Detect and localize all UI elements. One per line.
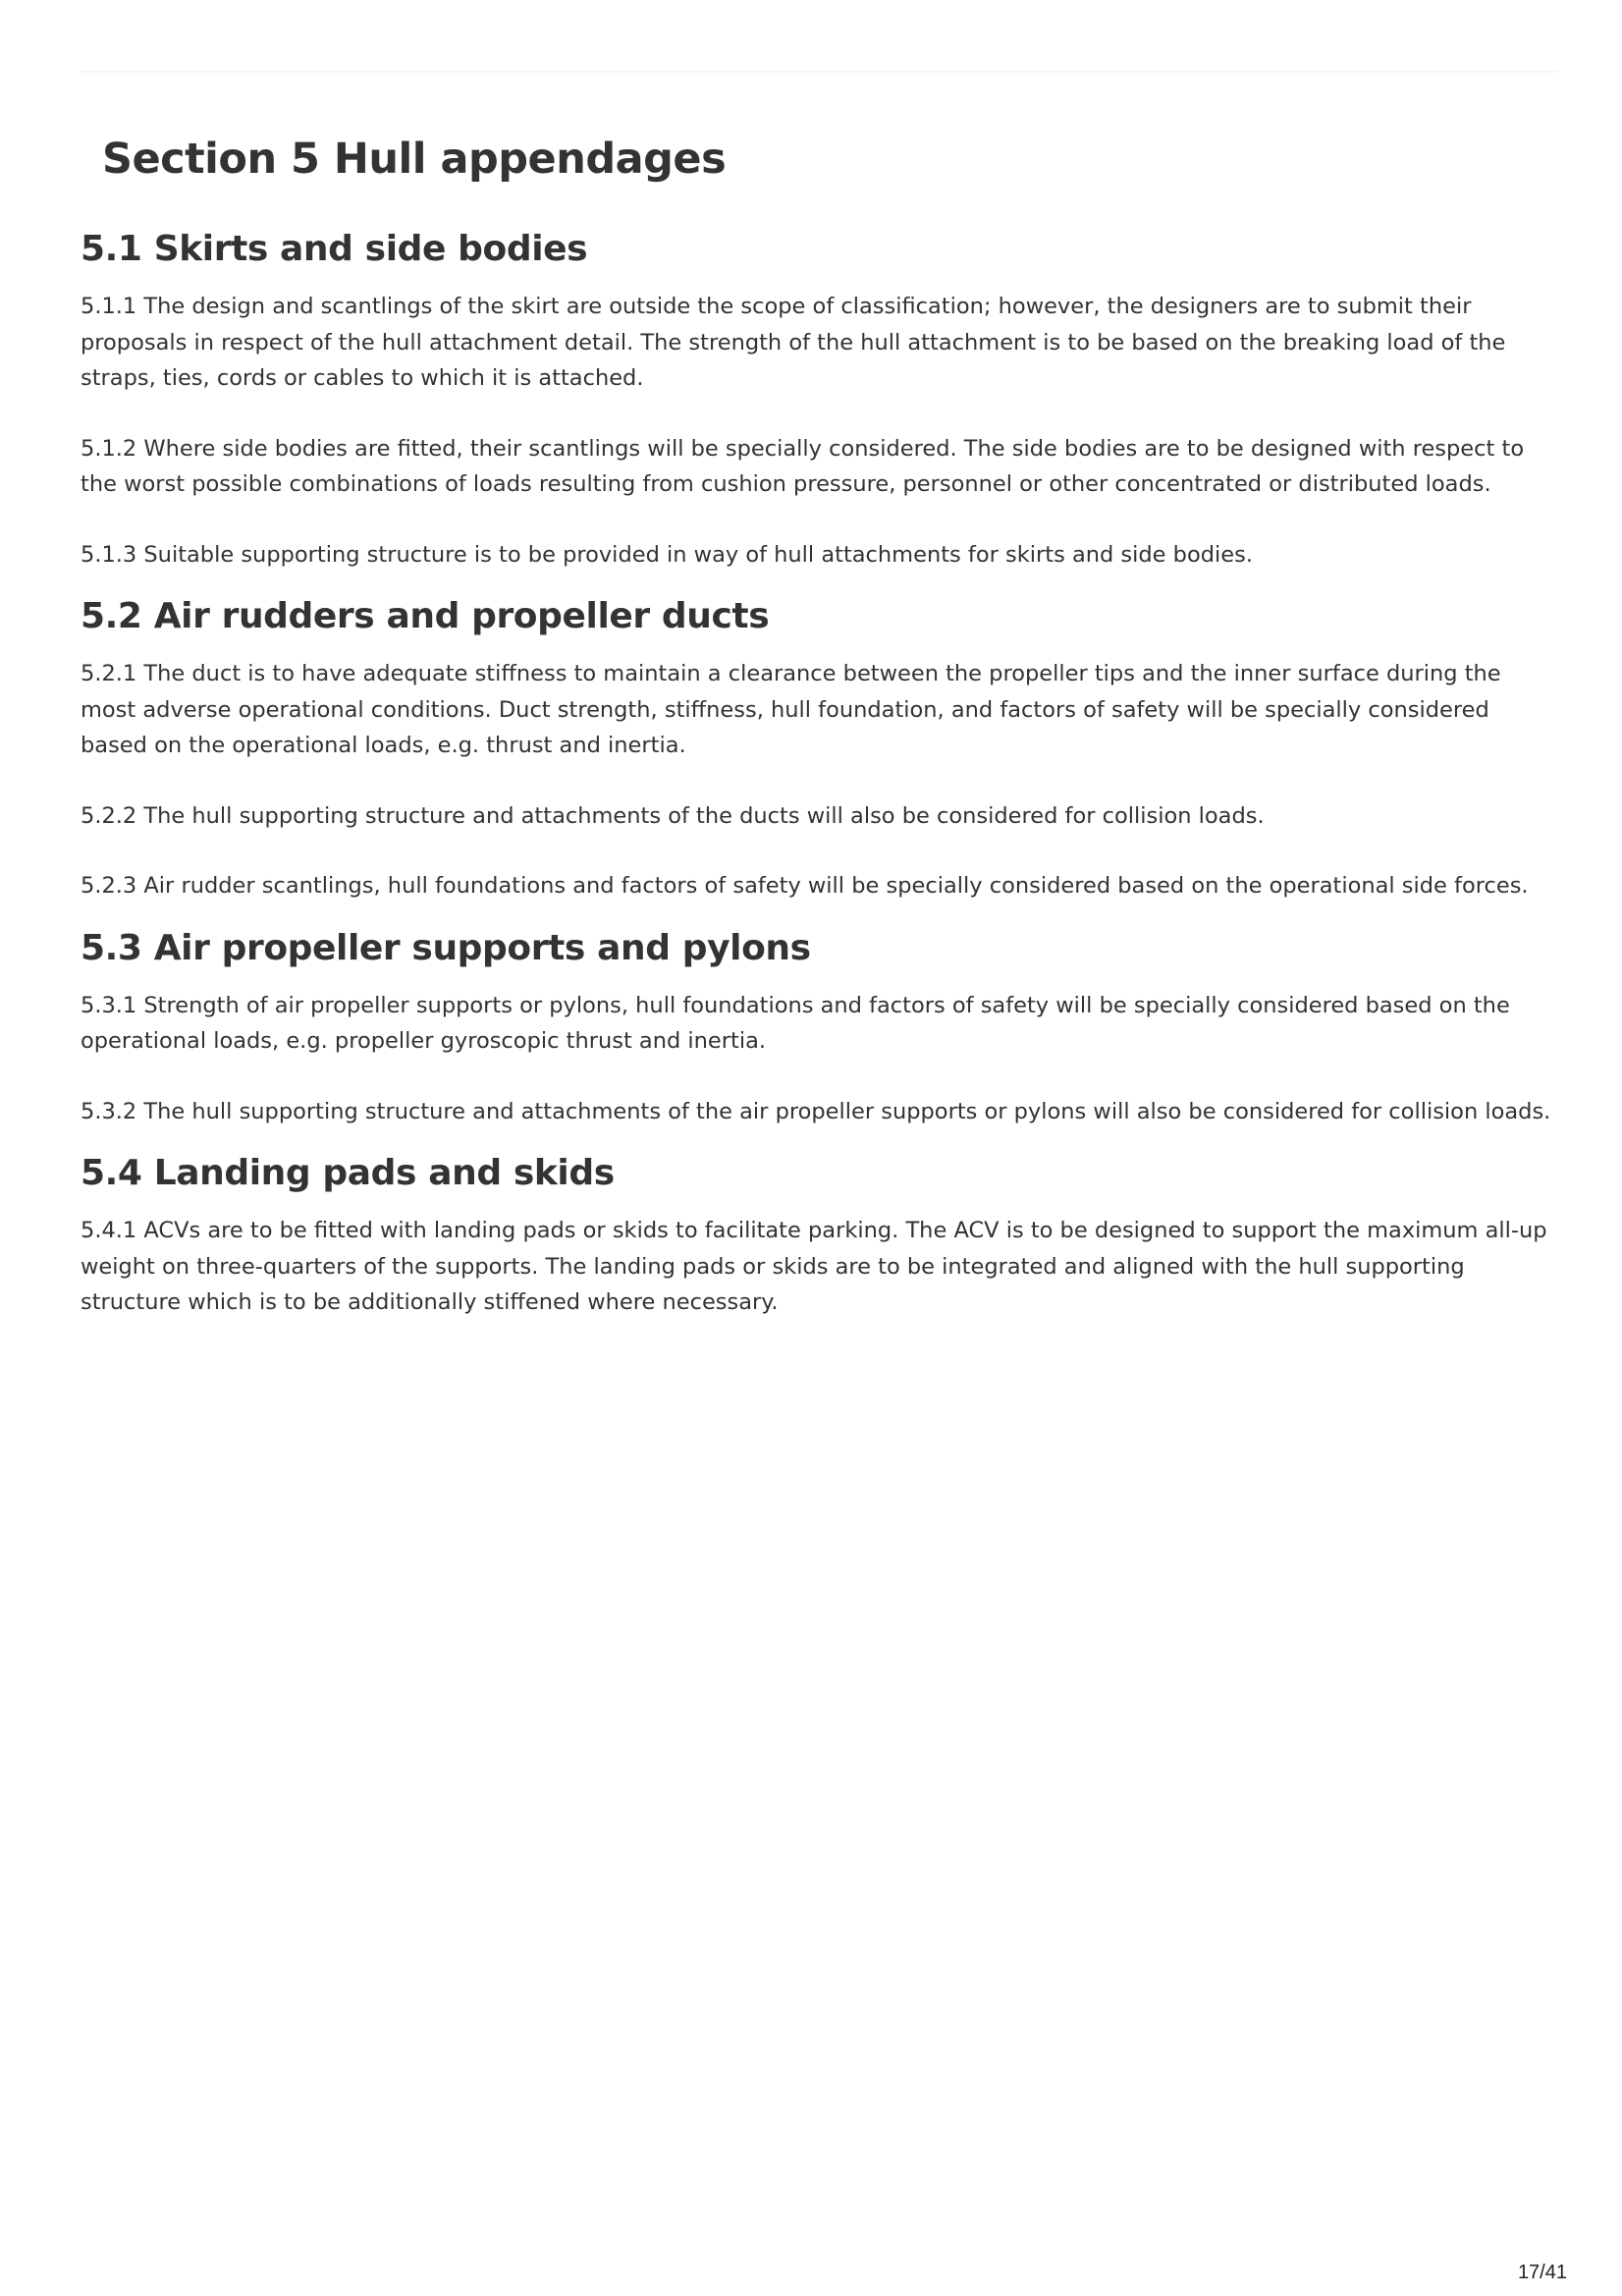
- paragraph-5-3-1: 5.3.1 Strength of air propeller supports or pylons, hull foundations and factors of safety will be specially considered based on the operational loads, e.g. propeller gyroscopic thrust and inertia.: [81, 992, 1510, 1054]
- paragraph-5-3-2: 5.3.2 The hull supporting structure and attachments of the air propeller supports or pylons will also be considered for collision loads.: [81, 1098, 1551, 1124]
- paragraph-5-2-3: 5.2.3 Air rudder scantlings, hull foundations and factors of safety will be specially considered based on the operational side forces.: [81, 873, 1529, 899]
- paragraph-5-1-1: 5.1.1 The design and scantlings of the skirt are outside the scope of classification; however, the designers are to submit their proposals in respect of the hull attachment detail. The strength of the hull attachment is to be based on the breaking load of the straps, ties, cords or cables to which it is attached.: [81, 294, 1506, 391]
- section-5-3: [81, 921, 1558, 1130]
- section-heading: 5.2 Air rudders and propeller ducts: [81, 596, 770, 636]
- section-heading: 5.4 Landing pads and skids: [81, 1153, 615, 1193]
- page-title: Section 5 Hull appendages: [102, 135, 727, 184]
- section-5-4: [81, 1146, 1558, 1321]
- document-body: [81, 126, 1558, 1355]
- paragraph-5-1-2: 5.1.2 Where side bodies are fitted, their scantlings will be specially considered. The side bodies are to be designed with respect to the worst possible combinations of loads resulting from cushion pressure, personnel or other concentrated or distributed loads.: [81, 435, 1525, 497]
- section-heading: 5.3 Air propeller supports and pylons: [81, 927, 811, 968]
- paragraph-5-4-1: 5.4.1 ACVs are to be fitted with landing pads or skids to facilitate parking. The ACV is to be designed to support the maximum all-up weight on three-quarters of the supports. The landing pads or skids are to be integrated and aligned with the hull supporting structure which is to be additionally stiffened where necessary.: [81, 1218, 1547, 1315]
- header-divider: [81, 71, 1558, 73]
- paragraph-5-2-2: 5.2.2 The hull supporting structure and attachments of the ducts will also be considered for collision loads.: [81, 802, 1265, 829]
- section-heading: 5.1 Skirts and side bodies: [81, 229, 588, 269]
- section-5-1: [81, 222, 1558, 573]
- paragraph-5-2-1: 5.2.1 The duct is to have adequate stiffness to maintain a clearance between the propeller tips and the inner surface during the most adverse operational conditions. Duct strength, stiffness, hull foundation, and factors of safety will be specially considered based on the operational loads, e.g. thrust and inertia.: [81, 661, 1501, 758]
- section-5-2: [81, 589, 1558, 904]
- paragraph-5-1-3: 5.1.3 Suitable supporting structure is to be provided in way of hull attachments for skirts and side bodies.: [81, 541, 1253, 568]
- page-number: 17/41: [1517, 2262, 1567, 2283]
